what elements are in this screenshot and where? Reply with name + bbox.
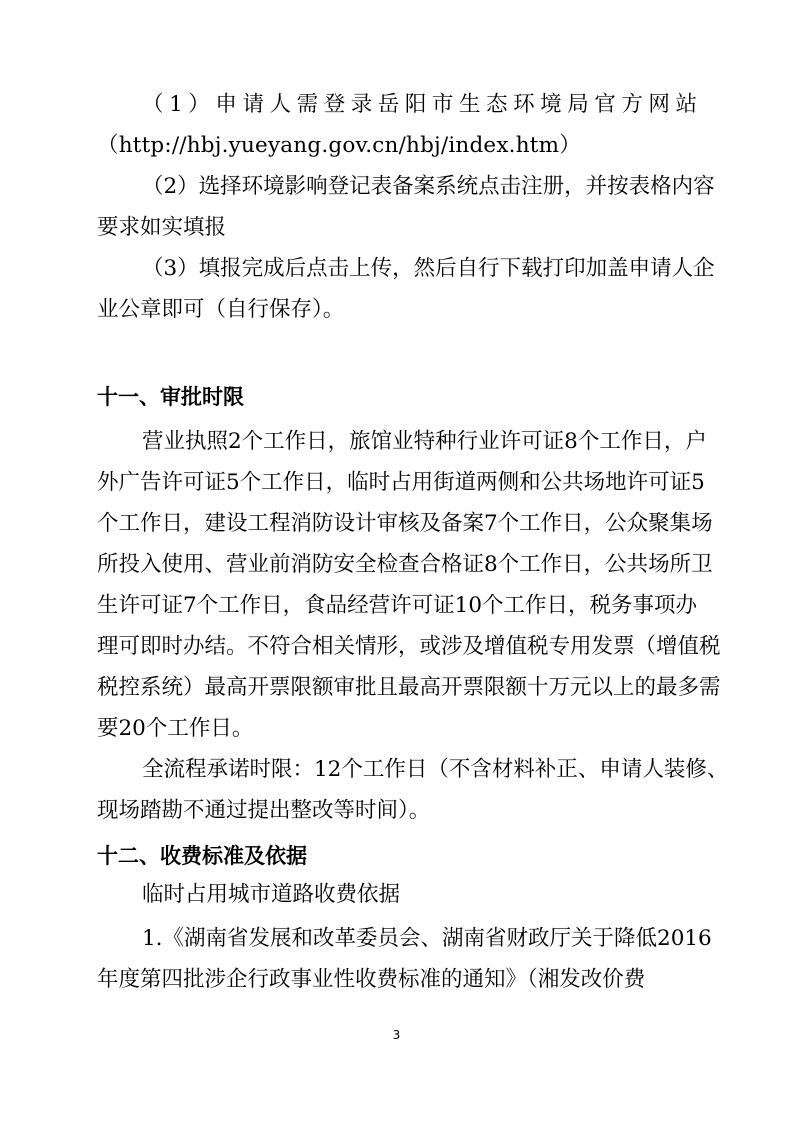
paragraph-line: 所投入使用、营业前消防安全检查合格证8个工作日，公共场所卫 [97, 552, 713, 577]
paragraph-line: 营业执照2个工作日，旅馆业特种行业许可证8个工作日，户 [142, 429, 707, 454]
paragraph-line: 要20个工作日。 [97, 716, 254, 741]
paragraph-line-step3: （3）填报完成后点击上传，然后自行下载打印加盖申请人企 [142, 256, 715, 281]
paragraph-line: 税控系统）最高开票限额审批且最高开票限额十万元以上的最多需 [97, 675, 721, 700]
paragraph-line: 个工作日，建设工程消防设计审核及备案7个工作日，公众聚集场 [97, 511, 713, 536]
paragraph-line-step1: （1）申请人需登录岳阳市生态环境局官方网站 [142, 92, 697, 117]
paragraph-line: 理可即时办结。不符合相关情形，或涉及增值税专用发票（增值税 [97, 634, 721, 659]
paragraph-line-reference: 1.《湖南省发展和改革委员会、湖南省财政厅关于降低2016 [142, 926, 712, 951]
paragraph-line-step2-cont: 要求如实填报 [97, 215, 227, 240]
section-heading-fees: 十二、收费标准及依据 [97, 844, 307, 868]
section-heading-approval-time: 十一、审批时限 [97, 385, 244, 409]
paragraph-line-commitment: 全流程承诺时限：12个工作日（不含材料补正、申请人装修、 [142, 757, 729, 782]
paragraph-line: 外广告许可证5个工作日，临时占用街道两侧和公共场地许可证5 [97, 470, 705, 495]
paragraph-line-commitment-cont: 现场踏勘不通过提出整改等时间）。 [97, 798, 431, 823]
paragraph-line-fee-basis: 临时占用城市道路收费依据 [142, 882, 401, 907]
paragraph-line-url: （http://hbj.yueyang.gov.cn/hbj/index.htm） [97, 133, 581, 158]
paragraph-line-step2: （2）选择环境影响登记表备案系统点击注册，并按表格内容 [142, 174, 715, 199]
paragraph-line-reference-cont: 年度第四批涉企行政事业性收费标准的通知》（湘发改价费 [97, 967, 646, 992]
paragraph-line: 生许可证7个工作日，食品经营许可证10个工作日，税务事项办 [97, 593, 698, 618]
paragraph-line-step3-cont: 业公章即可（自行保存）。 [97, 297, 345, 322]
page-number: 3 [392, 1028, 401, 1042]
